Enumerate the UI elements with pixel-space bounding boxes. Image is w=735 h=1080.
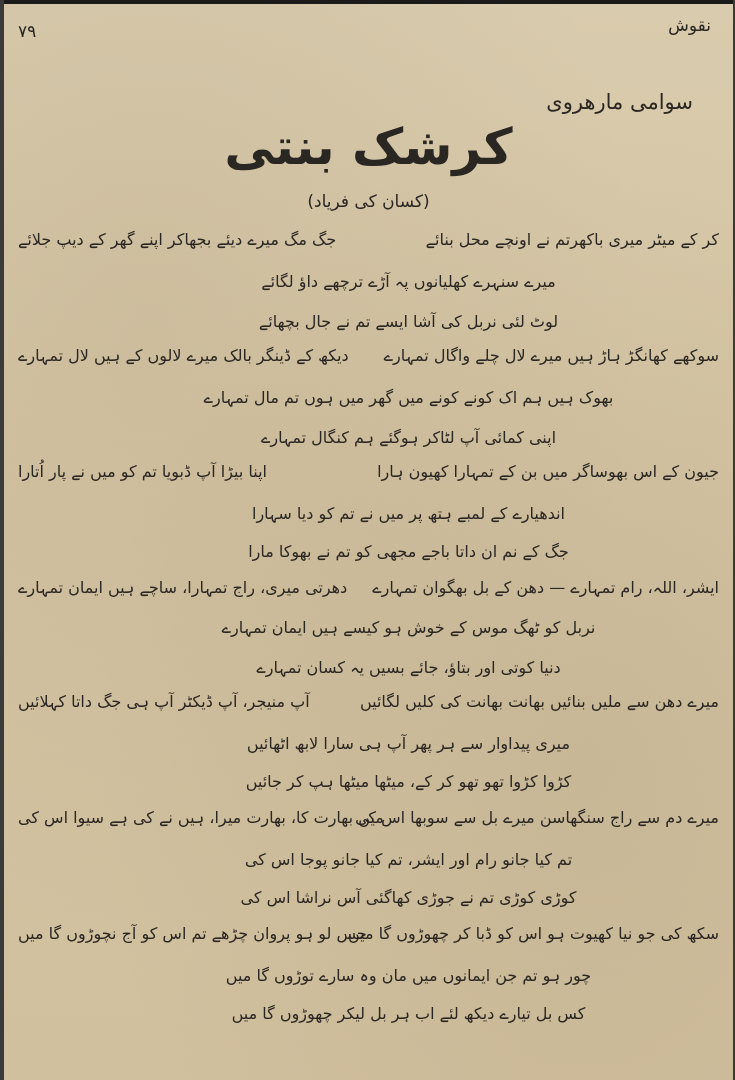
stanza-4-line-2: نربل کو ٹھگ موس کے خوش ہو کیسے ہیں ایمان تمہارے <box>221 618 596 637</box>
manuscript-page <box>4 0 733 1080</box>
stanza-6-line-2: تم کیا جانو رام اور ایشر، تم کیا جانو پوجا اس کی <box>244 850 573 869</box>
stanza-2-line-2: بھوک ہیں ہم اک کونے کونے میں گھر میں ہوں تم مال تمہارے <box>203 388 614 407</box>
stanza-7-line-3: کس بل تیارے دیکھ لئے اب ہر بل لیکر چھوڑوں گا میں <box>231 1004 586 1023</box>
hemistich-right: ایشر، اللہ، رام تمہارے — دھن کے بل بھگوان تمہارے <box>372 578 719 597</box>
hemistich-left: میں بھارت کا، بھارت میرا، ہیں نے کی ہے سیوا اس کی <box>18 808 384 827</box>
stanza-6-line-3: کوڑی کوڑی تم نے جوڑی کھاگئی آس نراشا اس کی <box>240 888 577 907</box>
poem-title: کرشک بنتی <box>224 118 513 176</box>
hemistich-left: جگ مگ میرے دیئے بجھاکر اپنے گھر کے دیپ جلائے <box>18 230 337 249</box>
hemistich-left: جس لو ہو پروان چڑھے تم اس کو آج نچوڑوں گا میں <box>18 924 367 943</box>
hemistich-right: سوکھے کھانگڑ ہاڑ ہیں میرے لال چلے واگال تمہارے <box>383 346 719 365</box>
poem-author: سوامی مارھروی <box>546 90 693 114</box>
poem-subtitle: (کسان کی فریاد) <box>307 192 430 212</box>
hemistich-right: سکھ کی جو نیا کھیوت ہو اس کو ڈبا کر چھوڑوں گا میں <box>348 924 719 943</box>
hemistich-right: میرے دم سے راج سنگھاسن میرے بل سے سوبھا اس کی <box>355 808 719 827</box>
hemistich-right: جیون کے اس بھوساگر میں بن کے تمہارا کھیون ہارا <box>377 462 719 481</box>
running-head: نقوش <box>668 16 711 36</box>
stanza-5-line-3: کڑوا کڑوا تھو تھو کر کے، میٹھا میٹھا ہپ کر جائیں <box>245 772 572 791</box>
hemistich-left: دیکھ کے ڈینگر بالک میرے لالوں کے ہیں لال تمہارے <box>18 346 349 365</box>
stanza-1-line-3: لوٹ لئی نربل کی آشا ایسے تم نے جال بچھائے <box>258 312 559 331</box>
hemistich-right: میرے دھن سے ملیں بنائیں بھانت بھانت کی کلیں لگائیں <box>359 692 719 711</box>
stanza-5-line-2: میری پیداوار سے ہر پھر آپ ہی سارا لابھ اٹھائیں <box>246 734 571 753</box>
stanza-2-line-3: اپنی کمائی آپ لٹاکر ہوگئے ہم کنگال تمہارے <box>260 428 557 447</box>
scan-edge <box>4 0 733 4</box>
hemistich-left: آپ منیجر، آپ ڈیکٹر آپ ہی جگ داتا کہلائیں <box>18 692 310 711</box>
page-number: ۷۹ <box>18 22 37 42</box>
stanza-4-line-3: دنیا کوتی اور بتاؤ، جائے بسیں یہ کسان تمہارے <box>256 658 561 677</box>
hemistich-left: اپنا بیڑا آپ ڈبویا تم کو میں نے پار اُتارا <box>18 462 267 481</box>
stanza-7-line-2: چور ہو تم جن ایمانوں میں مان وہ سارے توڑوں گا میں <box>225 966 592 985</box>
stanza-3-line-3: جگ کے نم ان داتا باجے مجھی کو تم نے بھوکا مارا <box>248 542 569 561</box>
hemistich-right: کر کے میٹر میری باکھرتم نے اونچے محل بنائے <box>425 230 719 249</box>
hemistich-left: دھرتی میری، راج تمہارا، ساچے ہیں ایمان تمہارے <box>18 578 348 597</box>
stanza-3-line-2: اندھیارے کے لمبے ہتھ پر میں نے تم کو دیا سہارا <box>252 504 565 523</box>
stanza-1-line-2: میرے سنہرے کھلیانوں پہ آڑے ترچھے داؤ لگائے <box>261 272 556 291</box>
